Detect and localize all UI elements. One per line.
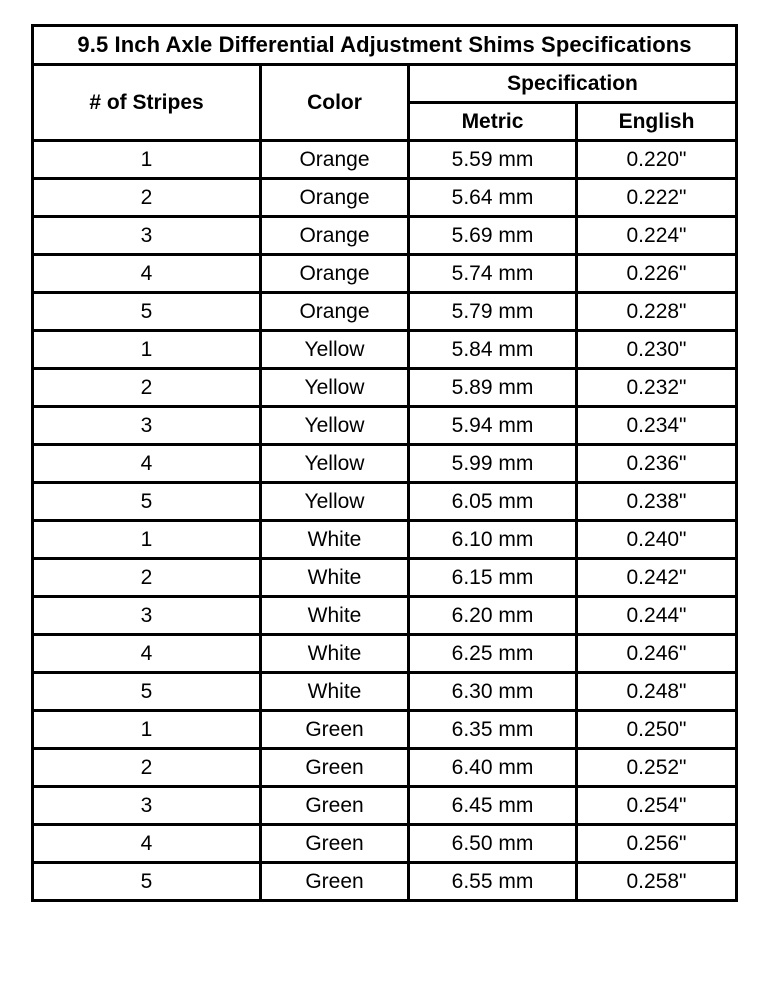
cell-metric: 6.40 mm	[409, 749, 577, 787]
cell-metric: 6.05 mm	[409, 483, 577, 521]
cell-metric: 6.20 mm	[409, 597, 577, 635]
cell-stripes: 3	[33, 407, 261, 445]
cell-english: 0.250"	[577, 711, 737, 749]
cell-metric: 5.59 mm	[409, 141, 577, 179]
cell-stripes: 4	[33, 635, 261, 673]
cell-stripes: 5	[33, 483, 261, 521]
cell-english: 0.230"	[577, 331, 737, 369]
cell-color: White	[261, 635, 409, 673]
table-body	[33, 141, 737, 901]
cell-color: Green	[261, 711, 409, 749]
cell-color: Yellow	[261, 331, 409, 369]
table-row	[33, 559, 737, 597]
table-row	[33, 179, 737, 217]
cell-stripes: 1	[33, 331, 261, 369]
cell-color: Orange	[261, 255, 409, 293]
cell-metric: 5.74 mm	[409, 255, 577, 293]
cell-color: White	[261, 597, 409, 635]
cell-stripes: 3	[33, 787, 261, 825]
cell-stripes: 4	[33, 825, 261, 863]
cell-metric: 5.99 mm	[409, 445, 577, 483]
table-row	[33, 521, 737, 559]
cell-english: 0.252"	[577, 749, 737, 787]
table-row	[33, 445, 737, 483]
cell-english: 0.238"	[577, 483, 737, 521]
table-row	[33, 825, 737, 863]
cell-stripes: 1	[33, 711, 261, 749]
cell-stripes: 2	[33, 559, 261, 597]
cell-english: 0.256"	[577, 825, 737, 863]
cell-color: Orange	[261, 179, 409, 217]
table-row	[33, 597, 737, 635]
cell-color: White	[261, 673, 409, 711]
cell-color: White	[261, 559, 409, 597]
header-english: English	[577, 103, 737, 141]
cell-color: Green	[261, 787, 409, 825]
cell-english: 0.240"	[577, 521, 737, 559]
cell-english: 0.222"	[577, 179, 737, 217]
table-row	[33, 749, 737, 787]
cell-stripes: 4	[33, 255, 261, 293]
cell-color: Yellow	[261, 483, 409, 521]
cell-stripes: 5	[33, 293, 261, 331]
cell-stripes: 2	[33, 749, 261, 787]
cell-stripes: 5	[33, 673, 261, 711]
cell-english: 0.228"	[577, 293, 737, 331]
table-row	[33, 407, 737, 445]
cell-color: Yellow	[261, 445, 409, 483]
cell-english: 0.254"	[577, 787, 737, 825]
cell-english: 0.246"	[577, 635, 737, 673]
cell-color: Yellow	[261, 369, 409, 407]
cell-color: Orange	[261, 141, 409, 179]
cell-metric: 5.64 mm	[409, 179, 577, 217]
cell-english: 0.236"	[577, 445, 737, 483]
table-row	[33, 863, 737, 901]
cell-metric: 6.50 mm	[409, 825, 577, 863]
cell-color: Green	[261, 825, 409, 863]
cell-metric: 5.69 mm	[409, 217, 577, 255]
header-metric: Metric	[409, 103, 577, 141]
table-row	[33, 635, 737, 673]
cell-english: 0.220"	[577, 141, 737, 179]
cell-metric: 5.94 mm	[409, 407, 577, 445]
cell-color: Yellow	[261, 407, 409, 445]
cell-metric: 6.30 mm	[409, 673, 577, 711]
cell-metric: 5.79 mm	[409, 293, 577, 331]
cell-english: 0.248"	[577, 673, 737, 711]
cell-english: 0.234"	[577, 407, 737, 445]
cell-stripes: 2	[33, 179, 261, 217]
shim-spec-table	[31, 24, 738, 902]
cell-metric: 6.10 mm	[409, 521, 577, 559]
cell-color: Green	[261, 863, 409, 901]
cell-english: 0.242"	[577, 559, 737, 597]
cell-metric: 6.35 mm	[409, 711, 577, 749]
table-title: 9.5 Inch Axle Differential Adjustment Shims Specifications	[33, 26, 737, 65]
cell-color: Green	[261, 749, 409, 787]
table-row	[33, 711, 737, 749]
cell-stripes: 2	[33, 369, 261, 407]
cell-stripes: 3	[33, 597, 261, 635]
cell-stripes: 3	[33, 217, 261, 255]
cell-color: Orange	[261, 293, 409, 331]
cell-english: 0.224"	[577, 217, 737, 255]
table-row	[33, 369, 737, 407]
cell-english: 0.244"	[577, 597, 737, 635]
cell-color: Orange	[261, 217, 409, 255]
table-row	[33, 673, 737, 711]
cell-stripes: 4	[33, 445, 261, 483]
cell-stripes: 5	[33, 863, 261, 901]
header-color: Color	[261, 65, 409, 141]
cell-metric: 5.84 mm	[409, 331, 577, 369]
cell-metric: 5.89 mm	[409, 369, 577, 407]
cell-stripes: 1	[33, 521, 261, 559]
header-specification: Specification	[409, 65, 737, 103]
cell-english: 0.226"	[577, 255, 737, 293]
cell-english: 0.258"	[577, 863, 737, 901]
cell-metric: 6.55 mm	[409, 863, 577, 901]
table-row	[33, 331, 737, 369]
cell-metric: 6.15 mm	[409, 559, 577, 597]
table-row	[33, 483, 737, 521]
table-row	[33, 293, 737, 331]
cell-stripes: 1	[33, 141, 261, 179]
table-row	[33, 787, 737, 825]
table-row	[33, 141, 737, 179]
cell-english: 0.232"	[577, 369, 737, 407]
table-row	[33, 217, 737, 255]
header-stripes: # of Stripes	[33, 65, 261, 141]
cell-metric: 6.25 mm	[409, 635, 577, 673]
table-row	[33, 255, 737, 293]
cell-color: White	[261, 521, 409, 559]
cell-metric: 6.45 mm	[409, 787, 577, 825]
